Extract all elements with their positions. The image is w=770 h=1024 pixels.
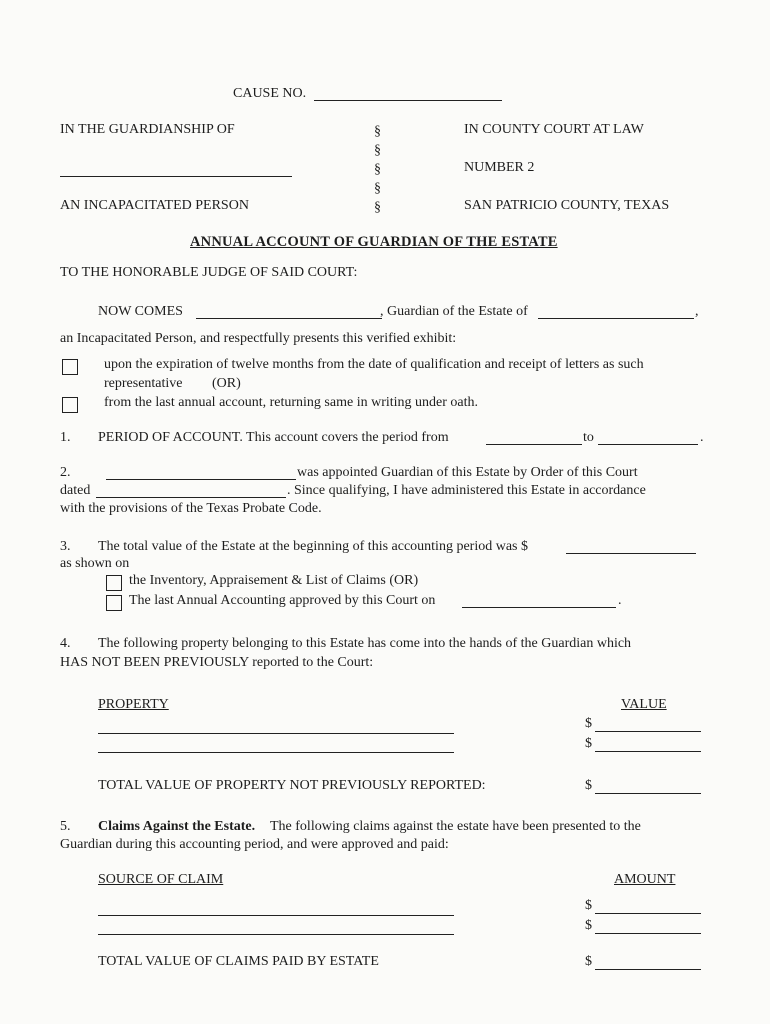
section-sign: § [374, 181, 381, 196]
guardianship-of-label: IN THE GUARDIANSHIP OF [60, 122, 235, 137]
property-column-header: PROPERTY [98, 697, 169, 712]
claims-total-label: TOTAL VALUE OF CLAIMS PAID BY ESTATE [98, 954, 379, 969]
shown-on-label: as shown on [60, 556, 130, 571]
source-column-header: SOURCE OF CLAIM [98, 872, 224, 887]
inventory-checkbox[interactable] [106, 575, 122, 591]
section-1-text: PERIOD OF ACCOUNT. This account covers the period from [98, 430, 449, 445]
property-row-1-field[interactable] [98, 733, 454, 734]
option-twelve-months-checkbox[interactable] [62, 359, 78, 375]
document-title: ANNUAL ACCOUNT OF GUARDIAN OF THE ESTATE [190, 234, 558, 250]
last-accounting-checkbox[interactable] [106, 595, 122, 611]
dollar-sign: $ [585, 918, 592, 933]
last-accounting-date-field[interactable] [462, 607, 616, 608]
intro-line: an Incapacitated Person, and respectfully presents this verified exhibit: [60, 331, 457, 346]
order-date-field[interactable] [96, 497, 286, 498]
section-1-number: 1. [60, 430, 71, 445]
section-2-text-a: was appointed Guardian of this Estate by Order of this Court [297, 465, 638, 480]
guardian-of-label: , Guardian of the Estate of [380, 304, 528, 319]
section-4-text-b: HAS NOT BEEN PREVIOUSLY reported to the Court: [60, 655, 374, 670]
guardian-name-field[interactable] [196, 318, 382, 319]
option-twelve-months-text: upon the expiration of twelve months from the date of qualification and receipt of letters as such [104, 357, 644, 372]
incapacitated-person-label: AN INCAPACITATED PERSON [60, 198, 249, 213]
dollar-sign: $ [585, 954, 592, 969]
comma: , [695, 304, 699, 319]
claims-total-field[interactable] [595, 969, 701, 970]
ward-name-field[interactable] [60, 176, 292, 177]
section-sign: § [374, 124, 381, 139]
amount-column-header: AMOUNT [614, 872, 676, 887]
option-representative-text: representative [104, 376, 183, 391]
beginning-value-field[interactable] [566, 553, 696, 554]
section-2-text-c: with the provisions of the Texas Probate Code. [60, 501, 322, 516]
section-5-number: 5. [60, 819, 71, 834]
section-2-number: 2. [60, 465, 71, 480]
court-name: IN COUNTY COURT AT LAW [464, 122, 644, 137]
to-label: to [583, 430, 594, 445]
dated-label: dated [60, 483, 91, 498]
claim-row-2-field[interactable] [98, 934, 454, 935]
claim-amount-2-field[interactable] [595, 933, 701, 934]
dollar-sign: $ [585, 736, 592, 751]
cause-no-label: CAUSE NO. [233, 86, 307, 101]
option-last-annual-checkbox[interactable] [62, 397, 78, 413]
period-to-field[interactable] [598, 444, 698, 445]
dollar-sign: $ [585, 898, 592, 913]
section-sign: § [374, 200, 381, 215]
property-total-field[interactable] [595, 793, 701, 794]
claim-amount-1-field[interactable] [595, 913, 701, 914]
salutation: TO THE HONORABLE JUDGE OF SAID COURT: [60, 265, 358, 280]
appointed-guardian-field[interactable] [106, 479, 296, 480]
section-3-text: The total value of the Estate at the beginning of this accounting period was $ [98, 539, 528, 554]
now-comes-label: NOW COMES [98, 304, 183, 319]
section-5-heading: Claims Against the Estate. [98, 819, 256, 834]
section-sign: § [374, 143, 381, 158]
section-3-end: . [618, 593, 622, 608]
court-number: NUMBER 2 [464, 160, 535, 175]
estate-of-field[interactable] [538, 318, 694, 319]
inventory-text: the Inventory, Appraisement & List of Claims (OR) [129, 573, 419, 588]
property-total-label: TOTAL VALUE OF PROPERTY NOT PREVIOUSLY REPORTED: [98, 778, 486, 793]
property-row-2-field[interactable] [98, 752, 454, 753]
or-label: (OR) [212, 376, 241, 391]
section-4-number: 4. [60, 636, 71, 651]
section-sign: § [374, 162, 381, 177]
section-5-text-a: The following claims against the estate have been presented to the [270, 819, 641, 834]
period-from-field[interactable] [486, 444, 582, 445]
dollar-sign: $ [585, 716, 592, 731]
property-value-1-field[interactable] [595, 731, 701, 732]
option-last-annual-text: from the last annual account, returning same in writing under oath. [104, 395, 479, 410]
value-column-header: VALUE [621, 697, 667, 712]
last-accounting-text: The last Annual Accounting approved by this Court on [129, 593, 436, 608]
property-value-2-field[interactable] [595, 751, 701, 752]
section-4-text-a: The following property belonging to this Estate has come into the hands of the Guardian which [98, 636, 632, 651]
section-2-text-b: . Since qualifying, I have administered this Estate in accordance [287, 483, 646, 498]
section-3-number: 3. [60, 539, 71, 554]
claim-row-1-field[interactable] [98, 915, 454, 916]
cause-no-field[interactable] [314, 100, 502, 101]
section-5-text-b: Guardian during this accounting period, and were approved and paid: [60, 837, 449, 852]
county-name: SAN PATRICIO COUNTY, TEXAS [464, 198, 670, 213]
dollar-sign: $ [585, 778, 592, 793]
period-end: . [700, 430, 704, 445]
